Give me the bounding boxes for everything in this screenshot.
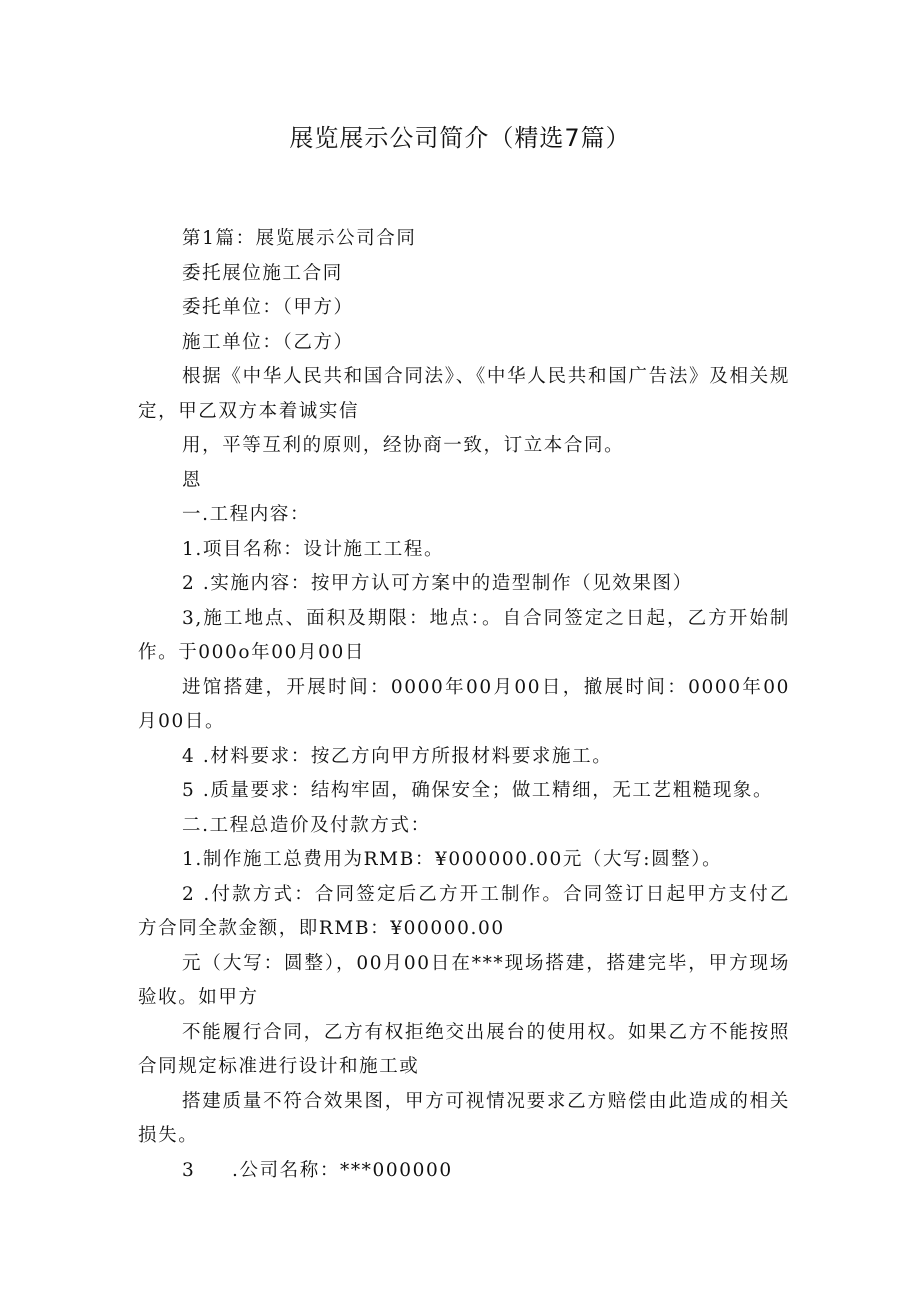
paragraph: 不能履行合同，乙方有权拒绝交出展台的使用权。如果乙方不能按照合同规定标准进行设计和施工或 [138,1021,790,1077]
paragraph: 用，平等互利的原则，经协商一致，订立本合同。 [182,435,625,456]
paragraph: 3,施工地点、面积及期限：地点：。自合同签定之日起，乙方开始制作。于000o年00月00日 [138,607,790,663]
document-title: 展览展示公司简介（精选7篇） [289,124,631,152]
paragraph: 委托展位施工合同 [182,262,343,284]
item-text: .公司名称：***000000 [232,1159,453,1181]
paragraph: 2 .实施内容：按甲方认可方案中的造型制作（见效果图） [182,573,693,594]
document-body [138,222,790,1188]
paragraph: 5 .质量要求：结构牢固，确保安全；做工精细，无工艺粗糙现象。 [182,780,774,801]
numbered-item [138,1154,790,1189]
paragraph: 元（大写：圆整），00月00日在***现场搭建，搭建完毕，甲方现场验收。如甲方 [138,952,790,1008]
paragraph: 一.工程内容： [182,504,311,525]
paragraph: 搭建质量不符合效果图，甲方可视情况要求乙方赔偿由此造成的相关损失。 [138,1090,790,1146]
paragraph: 第1篇：展览展示公司合同 [182,228,417,249]
paragraph: 1.项目名称：设计施工工程。 [182,538,445,560]
paragraph: 根据《中华人民共和国合同法》、《中华人民共和国广告法》及相关规定，甲乙双方本着诚实信 [138,366,790,422]
paragraph: 委托单位：（甲方） [182,297,354,318]
item-number: 3 [182,1159,196,1181]
paragraph: 施工单位：（乙方） [182,331,354,353]
paragraph: 2 .付款方式：合同签定后乙方开工制作。合同签订日起甲方支付乙方合同全款金额，即RMB：¥00000.00 [138,883,790,939]
paragraph: 4 .材料要求：按乙方向甲方所报材料要求施工。 [182,745,613,767]
paragraph: 1.制作施工总费用为RMB：¥000000.00元（大写:圆整）。 [182,849,723,870]
paragraph: 二.工程总造价及付款方式： [182,814,431,836]
paragraph: 恩 [182,469,203,491]
paragraph: 进馆搭建，开展时间：0000年00月00日，撤展时间：0000年00月00日。 [138,676,790,732]
